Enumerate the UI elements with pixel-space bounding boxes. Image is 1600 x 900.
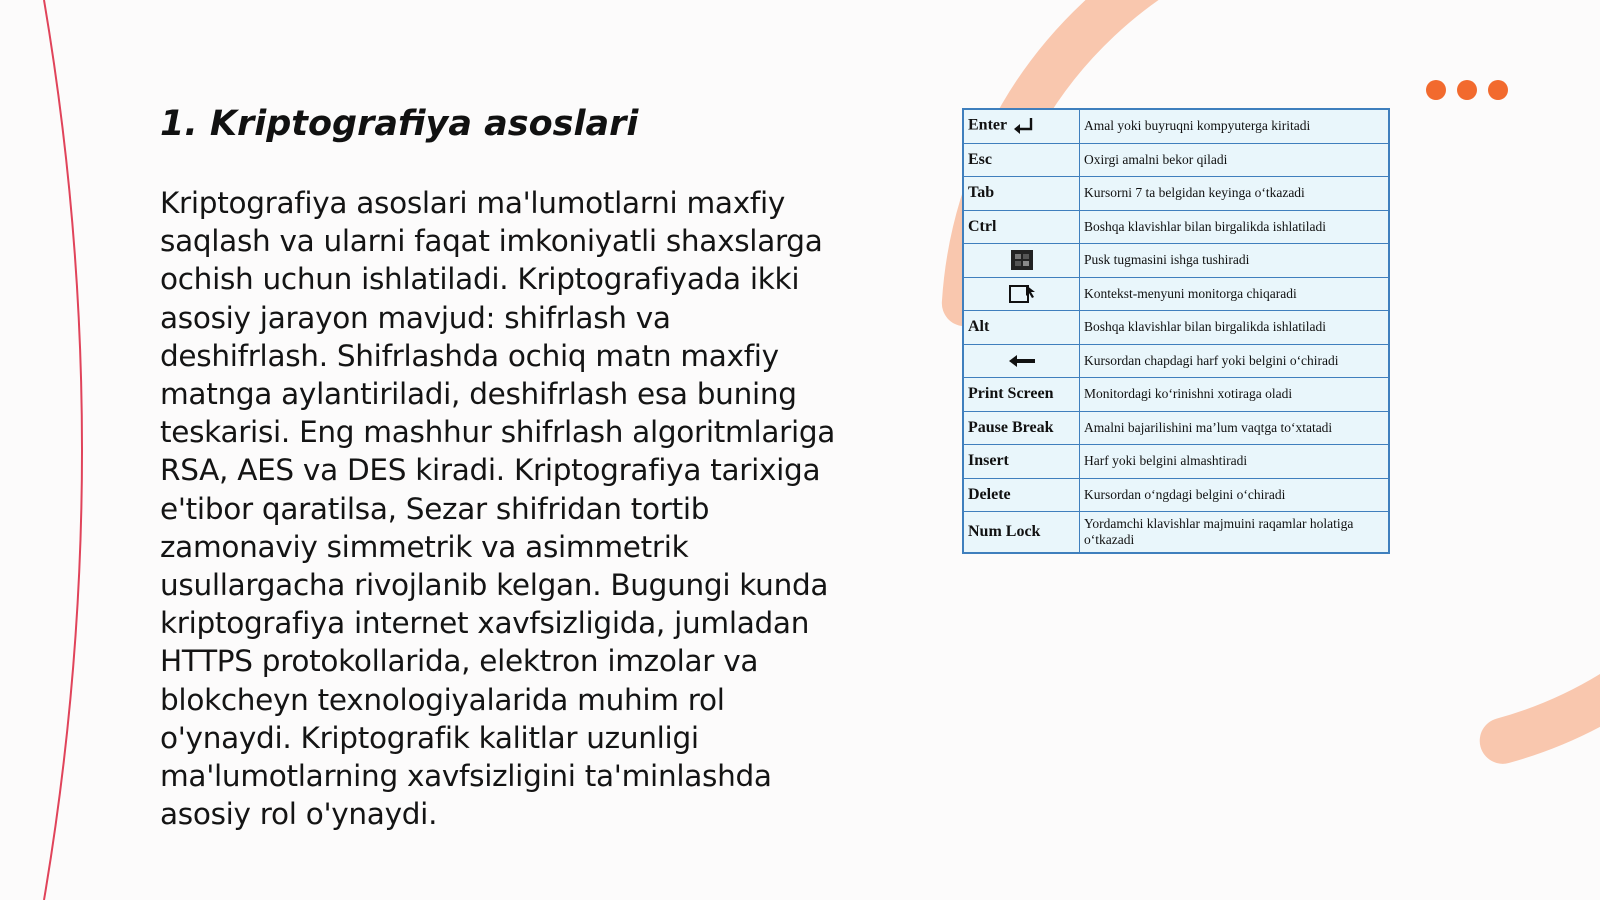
key-description: Boshqa klavishlar bilan birgalikda ishlatiladi (1080, 311, 1390, 345)
key-cell (963, 244, 1080, 278)
key-description: Pusk tugmasini ishga tushiradi (1080, 244, 1390, 278)
key-cell: Num Lock (963, 512, 1080, 554)
key-name: Enter (968, 116, 1007, 134)
table-row (963, 378, 1389, 412)
key-description: Kontekst-menyuni monitorga chiqaradi (1080, 277, 1390, 311)
dot-2 (1457, 80, 1477, 100)
left-curve-line (44, 0, 82, 900)
key-cell: Pause Break (963, 411, 1080, 445)
table-row (963, 344, 1389, 378)
table-row (963, 109, 1389, 143)
table-row (963, 512, 1389, 554)
key-description: Oxirgi amalni bekor qiladi (1080, 143, 1390, 177)
table-row (963, 210, 1389, 244)
table-row (963, 277, 1389, 311)
key-description: Harf yoki belgini almashtiradi (1080, 445, 1390, 479)
table-row (963, 311, 1389, 345)
key-description: Yordamchi klavishlar majmuini raqamlar holatiga o‘tkazadi (1080, 512, 1390, 554)
keyboard-keys-table (962, 108, 1390, 554)
key-cell: Insert (963, 445, 1080, 479)
table-row (963, 143, 1389, 177)
key-cell (963, 109, 1080, 143)
windows-key-icon (1010, 249, 1034, 271)
key-cell: Ctrl (963, 210, 1080, 244)
table-row (963, 445, 1389, 479)
slide-title: 1. Kriptografiya asoslari (160, 104, 639, 144)
dot-3 (1488, 80, 1508, 100)
key-description: Amalni bajarilishini ma’lum vaqtga to‘xtatadi (1080, 411, 1390, 445)
key-cell: Esc (963, 143, 1080, 177)
key-description: Kursordan o‘ngdagi belgini o‘chiradi (1080, 478, 1390, 512)
table-row (963, 411, 1389, 445)
key-description: Boshqa klavishlar bilan birgalikda ishlatiladi (1080, 210, 1390, 244)
key-description: Kursorni 7 ta belgidan keyinga o‘tkazadi (1080, 177, 1390, 211)
key-description: Amal yoki buyruqni kompyuterga kiritadi (1080, 109, 1390, 143)
table-row (963, 478, 1389, 512)
dot-1 (1426, 80, 1446, 100)
backspace-arrow-icon (1007, 353, 1037, 369)
key-cell: Alt (963, 311, 1080, 345)
table-row (963, 244, 1389, 278)
key-cell (963, 277, 1080, 311)
slide-body-text: Kriptografiya asoslari ma'lumotlarni maxfiy saqlash va ularni faqat imkoniyatli shaxslarga ochish uchun ishlatiladi. Kriptografiyada ikki asosiy jarayon mavjud: shifrlash va deshifrlash. Shifrlashda ochiq matn maxfiy matnga aylantiriladi, deshifrlash esa buning teskarisi. Eng mashhur shifrlash algoritmlariga RSA, AES va DES kiradi. Kriptografiya tarixiga e'tibor qaratilsa, Sezar shifridan tortib zamonaviy simmetrik va asimmetrik usullargacha rivojlanib kelgan. Bugungi kunda kriptografiya internet xavfsizligida, jumladan HTTPS protokollarida, elektron imzolar va blokcheyn texnologiyalarida muhim rol o'ynaydi. Kriptografik kalitlar uzunligi ma'lumotlarning xavfsizligini ta'minlashda asosiy rol o'ynaydi. (160, 186, 836, 832)
enter-arrow-icon (1011, 115, 1037, 137)
context-menu-key-icon (1008, 283, 1036, 305)
key-description: Kursordan chapdagi harf yoki belgini o‘chiradi (1080, 344, 1390, 378)
key-cell: Tab (963, 177, 1080, 211)
key-description: Monitordagi ko‘rinishni xotiraga oladi (1080, 378, 1390, 412)
key-cell (963, 344, 1080, 378)
menu-dots (1426, 80, 1508, 100)
key-cell: Print Screen (963, 378, 1080, 412)
key-cell: Delete (963, 478, 1080, 512)
table-row (963, 177, 1389, 211)
